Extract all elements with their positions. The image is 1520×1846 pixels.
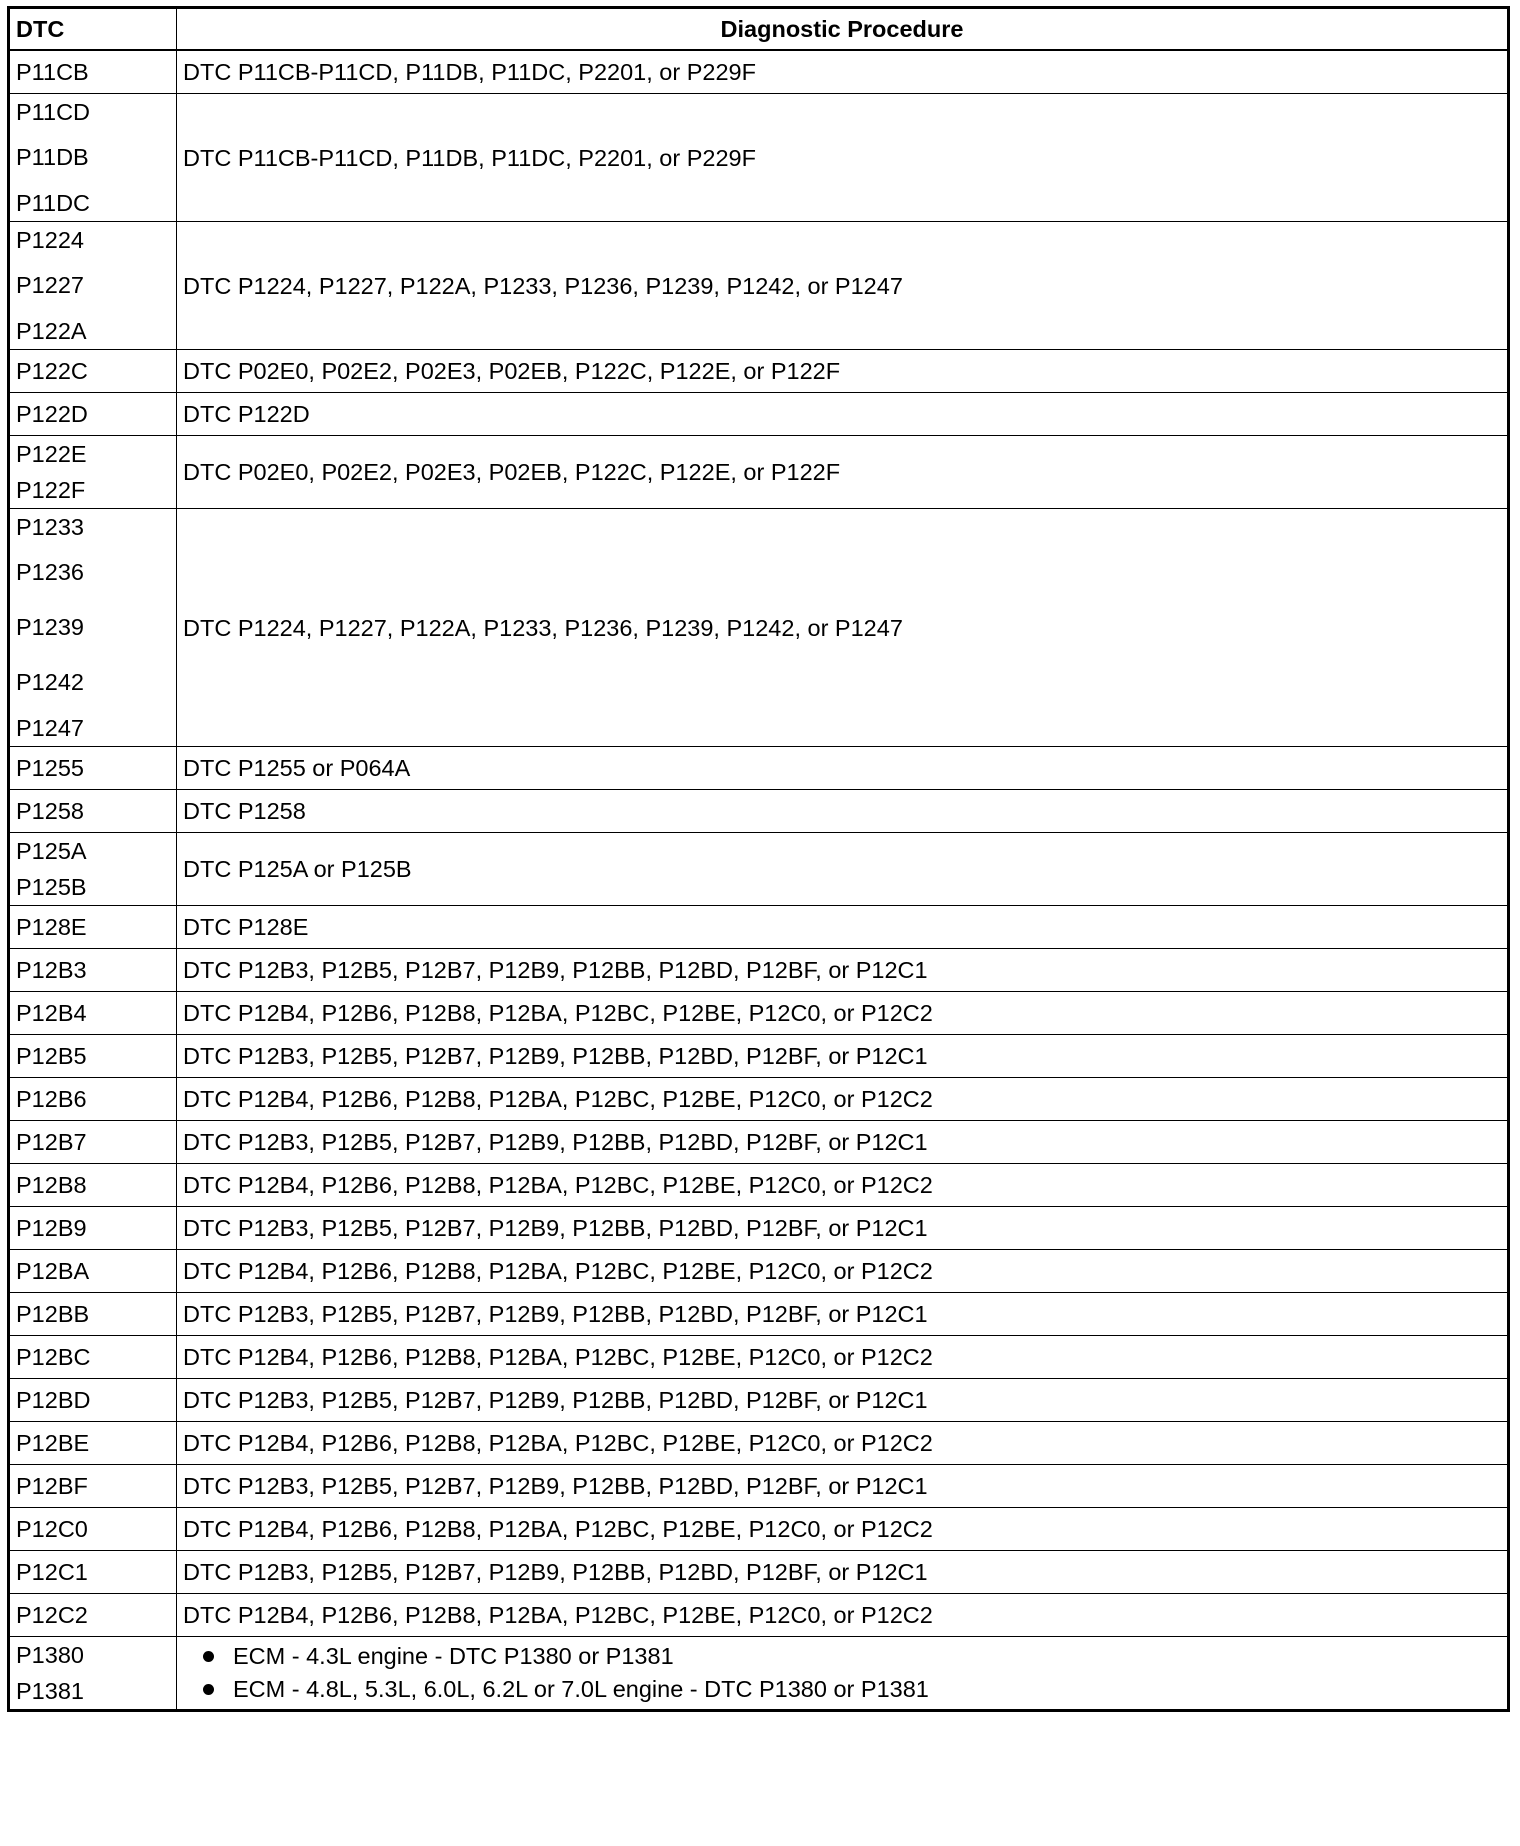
- table-row: [9, 1508, 1509, 1551]
- dtc-procedure-table: [7, 6, 1510, 1712]
- table-row: [9, 1422, 1509, 1465]
- procedure-cell: DTC P1224, P1227, P122A, P1233, P1236, P1239, P1242, or P1247: [177, 509, 1509, 747]
- table-row: [9, 1293, 1509, 1336]
- procedure-column-header: Diagnostic Procedure: [177, 8, 1509, 51]
- procedure-cell: DTC P12B3, P12B5, P12B7, P12B9, P12BB, P12BD, P12BF, or P12C1: [177, 1035, 1509, 1078]
- procedure-cell: DTC P12B4, P12B6, P12B8, P12BA, P12BC, P12BE, P12C0, or P12C2: [177, 1164, 1509, 1207]
- table-row: [9, 94, 1509, 222]
- table-row: [9, 1465, 1509, 1508]
- procedure-cell: DTC P11CB-P11CD, P11DB, P11DC, P2201, or P229F: [177, 94, 1509, 222]
- table-row: [9, 1250, 1509, 1293]
- dtc-code: P122D: [16, 401, 88, 427]
- table-row: [9, 1594, 1509, 1637]
- dtc-code: P12B3: [16, 957, 87, 983]
- procedure-cell: DTC P12B3, P12B5, P12B7, P12B9, P12BB, P12BD, P12BF, or P12C1: [177, 1293, 1509, 1336]
- dtc-code-cell: [9, 1465, 177, 1508]
- procedure-bullet-item: ECM - 4.8L, 5.3L, 6.0L, 6.2L or 7.0L engine - DTC P1380 or P1381: [203, 1673, 1501, 1706]
- dtc-code: P1255: [16, 755, 84, 781]
- dtc-code: P12BA: [16, 1258, 90, 1284]
- dtc-code: P1236: [16, 559, 84, 585]
- table-body: [9, 50, 1509, 1711]
- dtc-code: P1258: [16, 798, 84, 824]
- procedure-cell: DTC P125A or P125B: [177, 833, 1509, 906]
- dtc-code: P12B5: [16, 1043, 87, 1069]
- procedure-cell: [177, 1637, 1509, 1711]
- dtc-code-cell: [9, 747, 177, 790]
- dtc-code: P128E: [16, 914, 87, 940]
- procedure-cell: DTC P12B4, P12B6, P12B8, P12BA, P12BC, P12BE, P12C0, or P12C2: [177, 1336, 1509, 1379]
- dtc-code-cell: [9, 1336, 177, 1379]
- procedure-cell: DTC P12B4, P12B6, P12B8, P12BA, P12BC, P12BE, P12C0, or P12C2: [177, 1508, 1509, 1551]
- dtc-code-cell: [9, 1594, 177, 1637]
- table-row: [9, 1379, 1509, 1422]
- dtc-code-cell: [9, 1207, 177, 1250]
- dtc-code-cell: [9, 906, 177, 949]
- table-row: [9, 509, 1509, 747]
- procedure-cell: DTC P12B4, P12B6, P12B8, P12BA, P12BC, P12BE, P12C0, or P12C2: [177, 992, 1509, 1035]
- dtc-code-cell: [9, 1293, 177, 1336]
- dtc-code: P1224: [16, 227, 84, 253]
- table-row: [9, 436, 1509, 509]
- procedure-cell: DTC P12B4, P12B6, P12B8, P12BA, P12BC, P12BE, P12C0, or P12C2: [177, 1078, 1509, 1121]
- dtc-code: P122C: [16, 358, 88, 384]
- dtc-code: P11DC: [16, 190, 91, 216]
- dtc-code: P12BF: [16, 1473, 88, 1499]
- table-row: [9, 833, 1509, 906]
- dtc-code: P12B8: [16, 1172, 87, 1198]
- dtc-code: P125A: [16, 838, 87, 864]
- table-row: [9, 1035, 1509, 1078]
- dtc-code: P12BE: [16, 1430, 90, 1456]
- dtc-code: P122E: [16, 441, 87, 467]
- dtc-column-header: DTC: [9, 8, 177, 51]
- dtc-code: P12B6: [16, 1086, 87, 1112]
- dtc-code-cell: [9, 1551, 177, 1594]
- table-row: [9, 1207, 1509, 1250]
- dtc-code: P1233: [16, 514, 84, 540]
- dtc-code: P11DB: [16, 144, 89, 170]
- dtc-code: P122F: [16, 477, 86, 503]
- dtc-code: P1380: [16, 1642, 84, 1668]
- procedure-cell: DTC P02E0, P02E2, P02E3, P02EB, P122C, P122E, or P122F: [177, 350, 1509, 393]
- dtc-code: P12BB: [16, 1301, 90, 1327]
- dtc-code: P12B9: [16, 1215, 87, 1241]
- dtc-code: P122A: [16, 318, 87, 344]
- dtc-code-cell: [9, 1164, 177, 1207]
- dtc-code-cell: [9, 1121, 177, 1164]
- dtc-code-cell: [9, 1422, 177, 1465]
- table-row: [9, 790, 1509, 833]
- procedure-cell: DTC P128E: [177, 906, 1509, 949]
- procedure-bullet-list: [183, 1640, 1501, 1706]
- dtc-code-cell: [9, 509, 177, 747]
- procedure-cell: DTC P12B4, P12B6, P12B8, P12BA, P12BC, P12BE, P12C0, or P12C2: [177, 1422, 1509, 1465]
- procedure-cell: DTC P12B4, P12B6, P12B8, P12BA, P12BC, P12BE, P12C0, or P12C2: [177, 1594, 1509, 1637]
- table-row: [9, 906, 1509, 949]
- dtc-code-cell: [9, 222, 177, 350]
- procedure-cell: DTC P12B4, P12B6, P12B8, P12BA, P12BC, P12BE, P12C0, or P12C2: [177, 1250, 1509, 1293]
- dtc-code: P12C2: [16, 1602, 88, 1628]
- dtc-code-cell: [9, 350, 177, 393]
- procedure-cell: DTC P12B3, P12B5, P12B7, P12B9, P12BB, P12BD, P12BF, or P12C1: [177, 1551, 1509, 1594]
- procedure-cell: DTC P12B3, P12B5, P12B7, P12B9, P12BB, P12BD, P12BF, or P12C1: [177, 949, 1509, 992]
- dtc-code-cell: [9, 436, 177, 509]
- dtc-code: P11CB: [16, 59, 89, 85]
- dtc-code-cell: [9, 1379, 177, 1422]
- table-row: [9, 50, 1509, 94]
- table-row: [9, 1121, 1509, 1164]
- dtc-code: P12C0: [16, 1516, 88, 1542]
- table-row: [9, 393, 1509, 436]
- dtc-code-cell: [9, 94, 177, 222]
- dtc-code-cell: [9, 1637, 177, 1711]
- dtc-code-cell: [9, 833, 177, 906]
- procedure-cell: DTC P1258: [177, 790, 1509, 833]
- dtc-code-cell: [9, 393, 177, 436]
- dtc-code-cell: [9, 50, 177, 94]
- procedure-cell: DTC P11CB-P11CD, P11DB, P11DC, P2201, or P229F: [177, 50, 1509, 94]
- dtc-code: P12B4: [16, 1000, 87, 1026]
- table-row: [9, 1336, 1509, 1379]
- table-row: [9, 1078, 1509, 1121]
- table-row: [9, 1551, 1509, 1594]
- dtc-code: P125B: [16, 874, 87, 900]
- table-row: [9, 1637, 1509, 1711]
- procedure-cell: DTC P12B3, P12B5, P12B7, P12B9, P12BB, P12BD, P12BF, or P12C1: [177, 1379, 1509, 1422]
- procedure-cell: DTC P1224, P1227, P122A, P1233, P1236, P1239, P1242, or P1247: [177, 222, 1509, 350]
- procedure-cell: DTC P12B3, P12B5, P12B7, P12B9, P12BB, P12BD, P12BF, or P12C1: [177, 1121, 1509, 1164]
- dtc-code: P11CD: [16, 99, 91, 125]
- table-row: [9, 747, 1509, 790]
- dtc-code: P12B7: [16, 1129, 87, 1155]
- table-row: [9, 350, 1509, 393]
- procedure-bullet-item: ECM - 4.3L engine - DTC P1380 or P1381: [203, 1640, 1501, 1673]
- dtc-code-cell: [9, 992, 177, 1035]
- procedure-cell: DTC P12B3, P12B5, P12B7, P12B9, P12BB, P12BD, P12BF, or P12C1: [177, 1465, 1509, 1508]
- procedure-cell: DTC P1255 or P064A: [177, 747, 1509, 790]
- table-header-row: [9, 8, 1509, 51]
- dtc-code: P1239: [16, 614, 84, 640]
- table-row: [9, 949, 1509, 992]
- dtc-code: P1242: [16, 669, 84, 695]
- table-row: [9, 222, 1509, 350]
- dtc-code: P1227: [16, 272, 84, 298]
- dtc-code-cell: [9, 1035, 177, 1078]
- dtc-code-cell: [9, 1508, 177, 1551]
- dtc-code: P12C1: [16, 1559, 88, 1585]
- procedure-cell: DTC P122D: [177, 393, 1509, 436]
- dtc-code-cell: [9, 790, 177, 833]
- dtc-code-cell: [9, 1078, 177, 1121]
- procedure-cell: DTC P12B3, P12B5, P12B7, P12B9, P12BB, P12BD, P12BF, or P12C1: [177, 1207, 1509, 1250]
- dtc-code: P1247: [16, 715, 84, 741]
- table-row: [9, 1164, 1509, 1207]
- procedure-cell: DTC P02E0, P02E2, P02E3, P02EB, P122C, P122E, or P122F: [177, 436, 1509, 509]
- dtc-code: P1381: [16, 1678, 84, 1704]
- table-row: [9, 992, 1509, 1035]
- dtc-code: P12BD: [16, 1387, 91, 1413]
- dtc-code-cell: [9, 949, 177, 992]
- dtc-code: P12BC: [16, 1344, 91, 1370]
- dtc-code-cell: [9, 1250, 177, 1293]
